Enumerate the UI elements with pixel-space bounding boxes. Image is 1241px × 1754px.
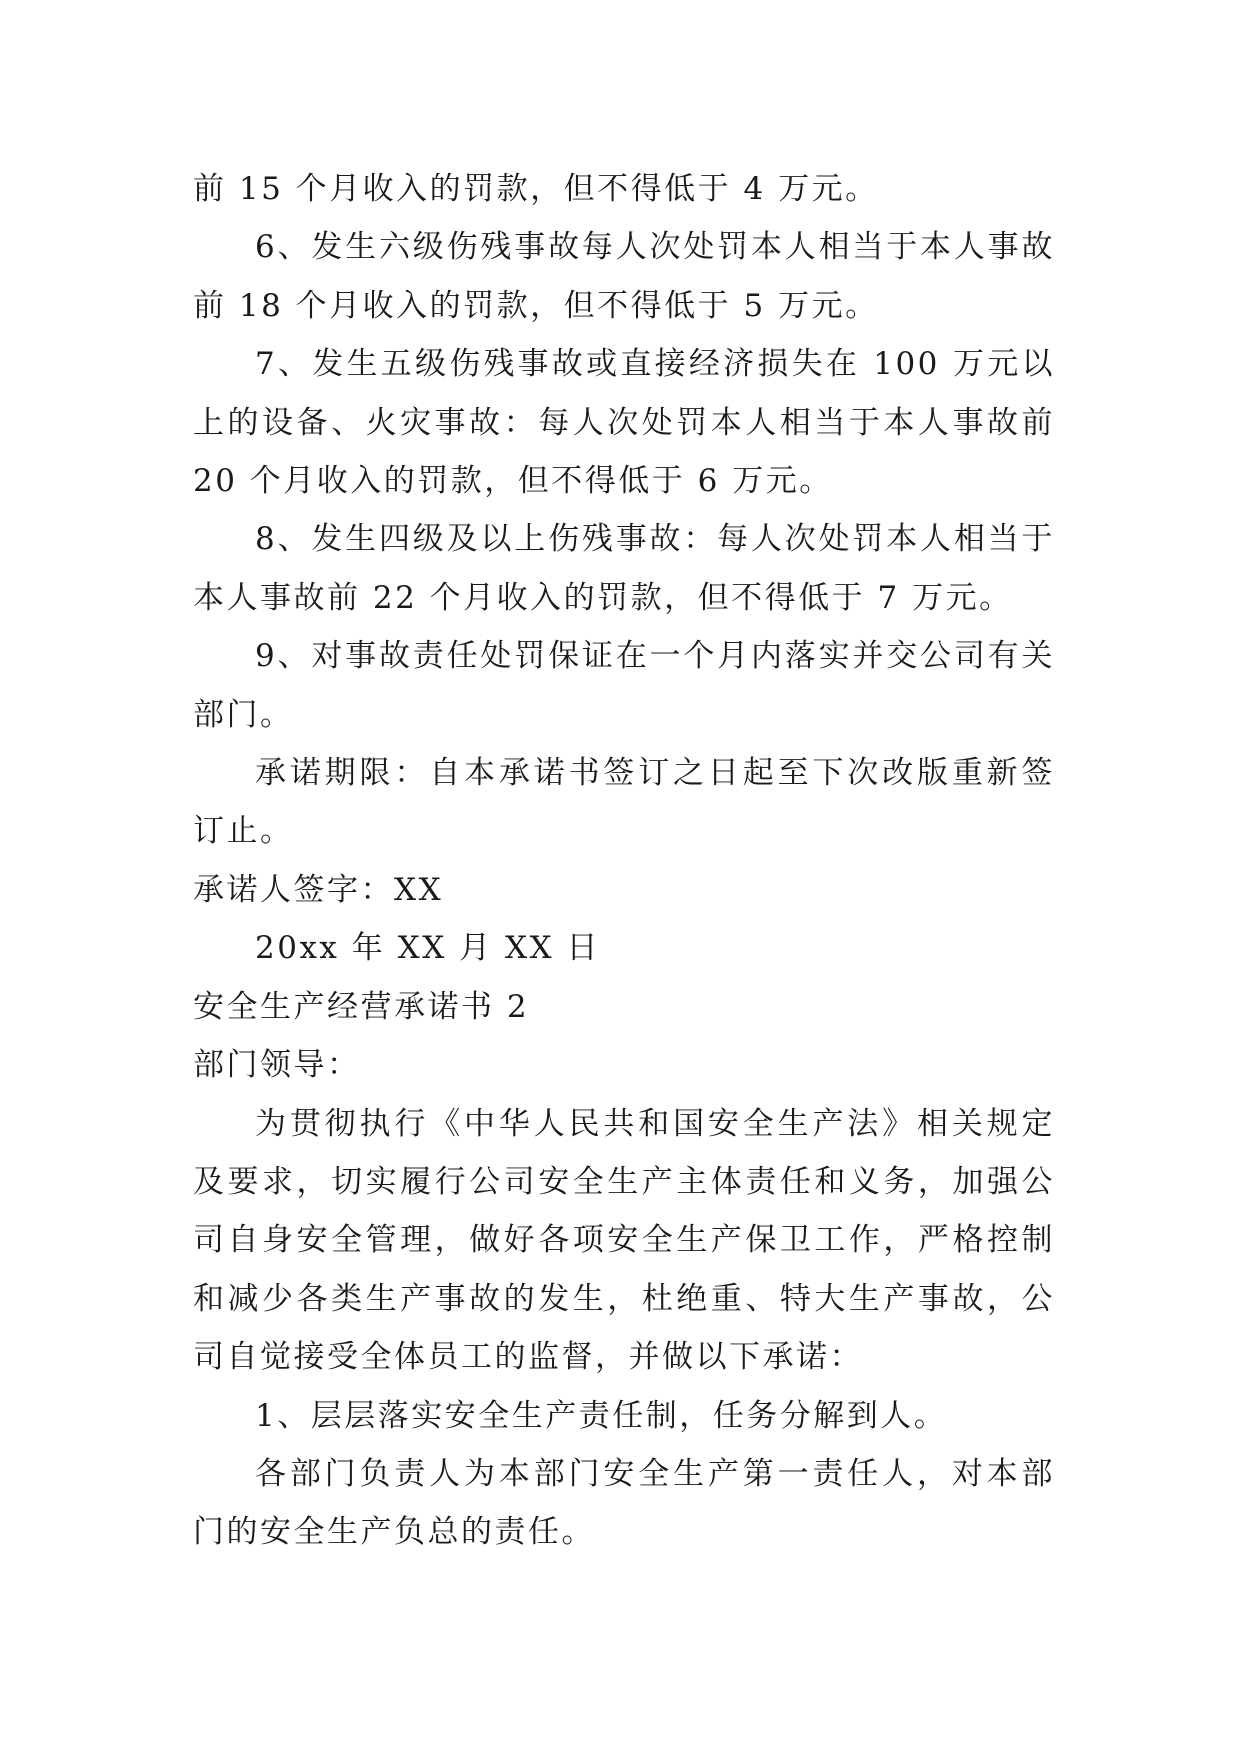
- clause-1: 1、层层落实安全生产责任制，任务分解到人。: [255, 1397, 948, 1434]
- paragraph-continuation: 前 15 个月收入的罚款，但不得低于 4 万元。: [193, 171, 879, 207]
- section-title: 安全生产经营承诺书 2: [193, 988, 530, 1025]
- document-body: [193, 160, 1055, 1562]
- salutation: 部门领导：: [193, 1047, 361, 1084]
- clause-9: 9、对事故责任处罚保证在一个月内落实并交公司有关部门。: [193, 638, 1055, 733]
- clause-8: 8、发生四级及以上伤残事故：每人次处罚本人相当于本人事故前 22 个月收入的罚款，但不得低于 7 万元。: [193, 521, 1055, 616]
- intro-paragraph: 为贯彻执行《中华人民共和国安全生产法》相关规定及要求，切实履行公司安全生产主体责任和义务，加强公司自身安全管理，做好各项安全生产保卫工作，严格控制和减少各类生产事故的发生，杜绝重、特大生产事故，公司自觉接受全体员工的监督，并做以下承诺：: [193, 1105, 1055, 1376]
- clause-6: 6、发生六级伤残事故每人次处罚本人相当于本人事故前 18 个月收入的罚款，但不得低于 5 万元。: [193, 229, 1055, 324]
- date-line: 20xx 年 XX 月 XX 日: [255, 930, 600, 967]
- commitment-period: 承诺期限：自本承诺书签订之日起至下次改版重新签订止。: [193, 755, 1055, 850]
- responsibility-paragraph: 各部门负责人为本部门安全生产第一责任人，对本部门的安全生产负总的责任。: [193, 1455, 1055, 1551]
- clause-7: 7、发生五级伤残事故或直接经济损失在 100 万元以上的设备、火灾事故：每人次处罚本人相当于本人事故前 20 个月收入的罚款，但不得低于 6 万元。: [193, 346, 1055, 500]
- signatory-line: 承诺人签字：XX: [193, 871, 444, 908]
